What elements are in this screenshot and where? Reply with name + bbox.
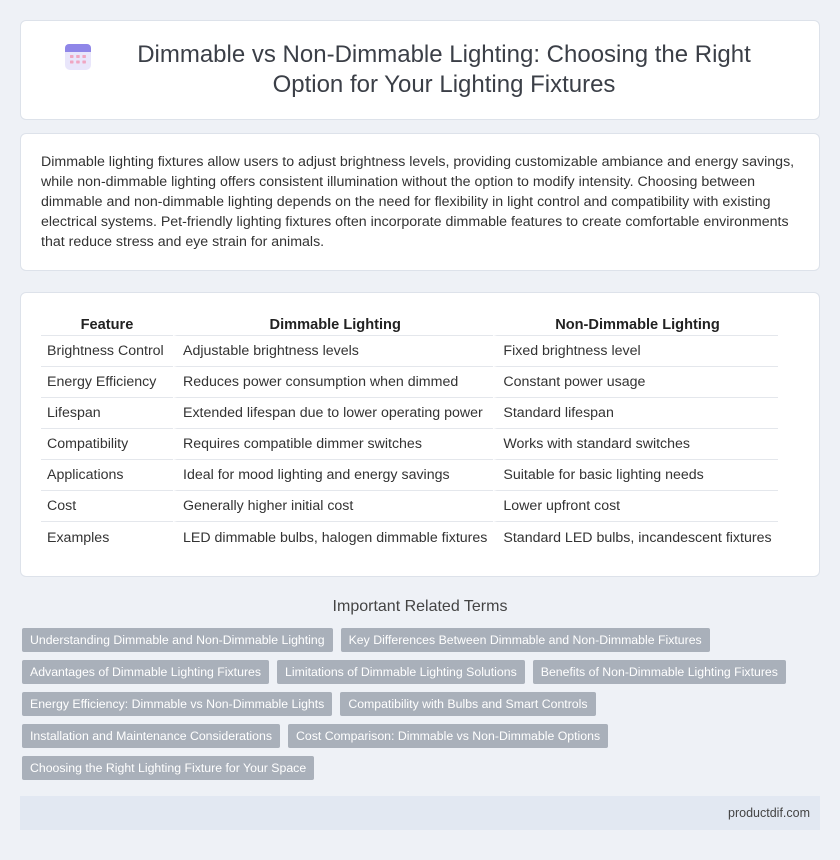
table-cell: Fixed brightness level <box>493 336 777 367</box>
footer <box>20 796 820 830</box>
table-row <box>41 398 778 429</box>
table-cell: Extended lifespan due to lower operating power <box>173 398 493 429</box>
table-cell: Adjustable brightness levels <box>173 336 493 367</box>
related-term-tag[interactable]: Understanding Dimmable and Non-Dimmable Lighting <box>22 628 333 652</box>
footer-site[interactable]: productdif.com <box>728 806 810 820</box>
tag-row <box>22 628 812 652</box>
table-cell: Applications <box>41 460 173 491</box>
table-cell: Lifespan <box>41 398 173 429</box>
related-term-tag[interactable]: Key Differences Between Dimmable and Non-Dimmable Fixtures <box>341 628 710 652</box>
table-cell: LED dimmable bulbs, halogen dimmable fixtures <box>173 522 493 553</box>
table-cell: Brightness Control <box>41 336 173 367</box>
table-row <box>41 491 778 522</box>
table-cell: Lower upfront cost <box>493 491 777 522</box>
table-cell: Ideal for mood lighting and energy savings <box>173 460 493 491</box>
related-term-tag[interactable]: Compatibility with Bulbs and Smart Controls <box>340 692 595 716</box>
calendar-grid-icon <box>61 40 95 74</box>
tag-row <box>22 692 812 716</box>
related-term-tag[interactable]: Installation and Maintenance Considerations <box>22 724 280 748</box>
comparison-table <box>41 311 778 553</box>
table-cell: Cost <box>41 491 173 522</box>
table-cell: Works with standard switches <box>493 429 777 460</box>
tag-row <box>22 756 812 780</box>
header-card <box>20 20 820 120</box>
page-title: Dimmable vs Non-Dimmable Lighting: Choosing the Right Option for Your Lighting Fixtures <box>137 41 751 98</box>
related-term-tag[interactable]: Energy Efficiency: Dimmable vs Non-Dimmable Lights <box>22 692 332 716</box>
column-header-dimmable: Dimmable Lighting <box>173 311 493 336</box>
table-cell: Requires compatible dimmer switches <box>173 429 493 460</box>
table-header-row <box>41 311 778 336</box>
table-cell: Constant power usage <box>493 367 777 398</box>
related-term-tag[interactable]: Limitations of Dimmable Lighting Solutions <box>277 660 525 684</box>
table-row <box>41 460 778 491</box>
table-cell: Examples <box>47 529 110 546</box>
comparison-table-card <box>20 292 820 577</box>
column-header-feature: Feature <box>41 311 173 336</box>
intro-paragraph: Dimmable lighting fixtures allow users to adjust brightness levels, providing customizable ambiance and energy savings, while non-dimmable lighting offers consistent illumination without the option to modify intensity. Choosing between dimmable and non-dimmable lighting depends on the need for flexibility in light control and compatibility with existing electrical systems. Pet-friendly lighting fixtures often incorporate dimmable features to create comfortable environments that reduce stress and eye strain for animals. <box>41 154 795 250</box>
table-cell: Standard LED bulbs, incandescent fixtures <box>493 522 777 553</box>
table-cell: Standard lifespan <box>493 398 777 429</box>
table-row <box>41 336 778 367</box>
table-cell: Compatibility <box>41 429 173 460</box>
table-row <box>41 429 778 460</box>
column-header-non-dimmable: Non-Dimmable Lighting <box>493 311 777 336</box>
related-term-tag[interactable]: Cost Comparison: Dimmable vs Non-Dimmable Options <box>288 724 608 748</box>
tag-row <box>22 660 812 684</box>
table-cell: Suitable for basic lighting needs <box>493 460 777 491</box>
related-term-tag[interactable]: Benefits of Non-Dimmable Lighting Fixtures <box>533 660 786 684</box>
table-row <box>41 522 778 553</box>
related-terms-title: Important Related Terms <box>332 598 508 615</box>
table-cell: Reduces power consumption when dimmed <box>173 367 493 398</box>
related-terms-tags <box>22 628 812 788</box>
table-row <box>41 367 778 398</box>
table-cell: Generally higher initial cost <box>173 491 493 522</box>
tag-row <box>22 724 812 748</box>
table-cell: Energy Efficiency <box>41 367 173 398</box>
related-term-tag[interactable]: Advantages of Dimmable Lighting Fixtures <box>22 660 269 684</box>
related-term-tag[interactable]: Choosing the Right Lighting Fixture for Your Space <box>22 756 314 780</box>
intro-card <box>20 133 820 271</box>
